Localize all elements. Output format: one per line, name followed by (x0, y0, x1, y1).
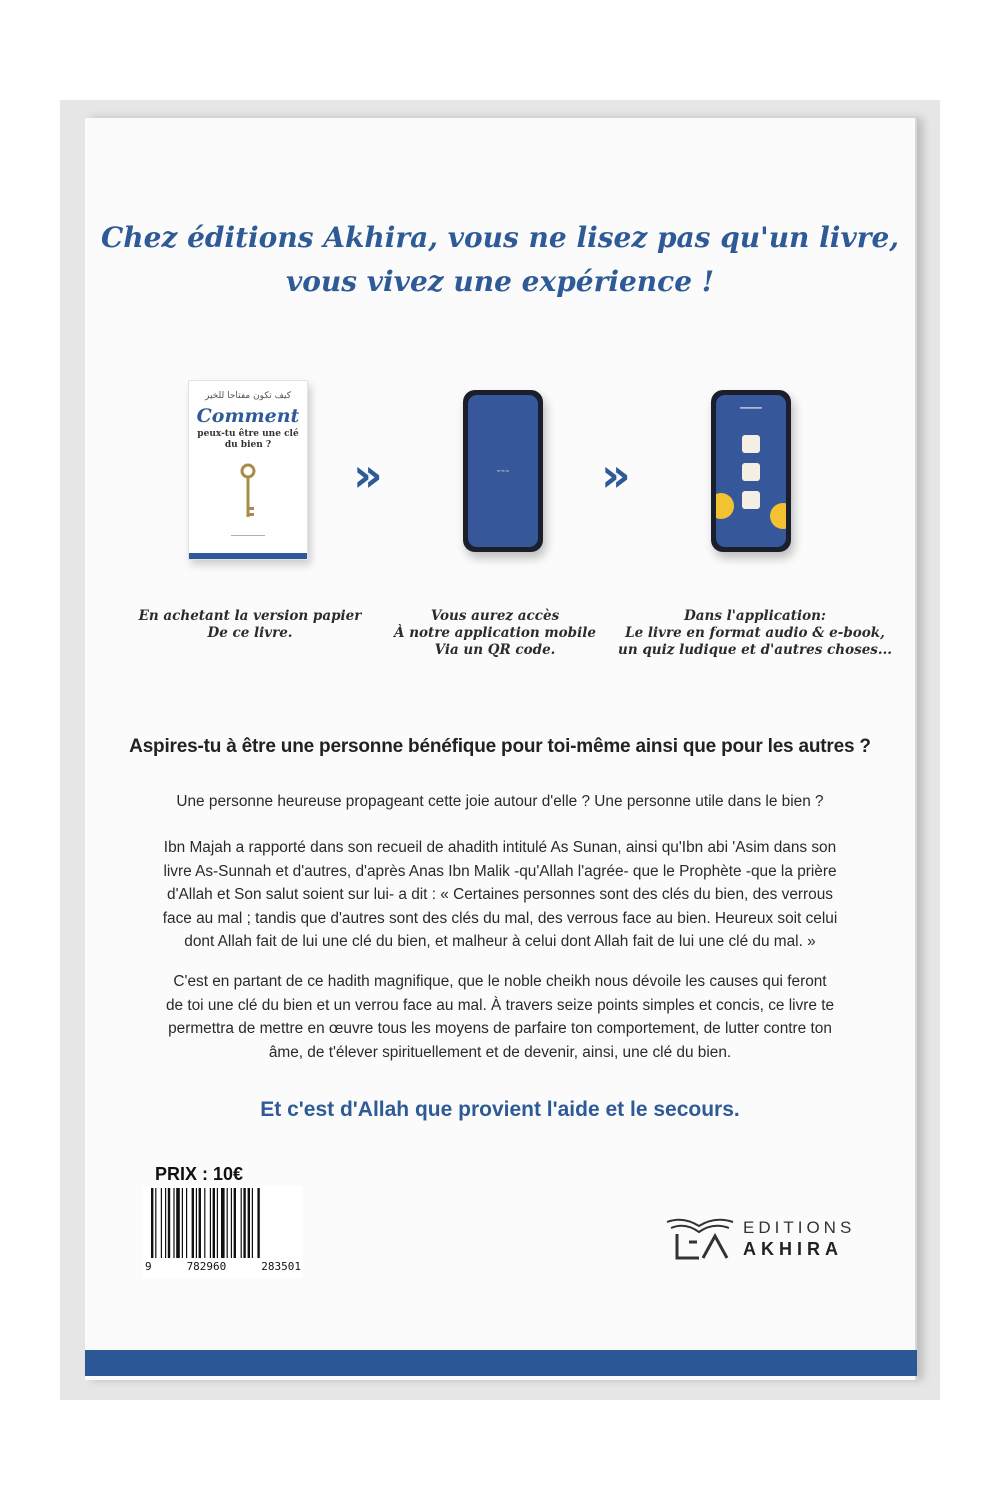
caption-line: En achetant la version papier (138, 608, 362, 624)
phone-screen (716, 395, 786, 547)
phone-screen (468, 395, 538, 547)
caption-line: De ce livre. (207, 625, 293, 641)
chevron-right-icon: » (353, 448, 383, 502)
barcode-bar (213, 1188, 215, 1258)
book-subtitle-line2: du bien ? (224, 440, 272, 450)
barcode-bar (257, 1188, 259, 1258)
app-header: ━━━━━━ (740, 406, 762, 412)
barcode-bar (196, 1188, 197, 1258)
paragraph-line: dont Allah fait de lui une clé du bien, et malheur à celui dont Allah fait de lui une clé du mal. » (184, 933, 816, 950)
barcode-bar (192, 1188, 194, 1258)
barcode-bar (176, 1188, 180, 1258)
caption-line: Vous aurez accès (430, 608, 560, 624)
publisher-line1: EDITIONS (743, 1218, 856, 1237)
headline (85, 216, 915, 304)
barcode-digits-left: 782960 (186, 1260, 227, 1273)
paragraph-line: livre As-Sunnah et d'autres, d'après Anas Ibn Malik -qu'Allah l'agrée- que le Prophète -que la prière (163, 862, 837, 880)
barcode-bar (165, 1188, 166, 1258)
paragraph-line: face au mal ; tandis que d'autres sont des clés du mal, des verrous face au bien. Heureux soit celui (162, 909, 838, 927)
barcode-bar (243, 1188, 245, 1258)
caption-line: un quiz ludique et d'autres choses... (618, 642, 892, 658)
app-splash-logo: ⌁⌁⌁ (496, 468, 510, 475)
app-tile-icon (742, 435, 760, 453)
publisher-book-icon (663, 1214, 739, 1264)
barcode-bar (161, 1188, 162, 1258)
key-icon (239, 463, 257, 523)
caption-line: Dans l'application: (684, 608, 826, 624)
paragraph-line: âme, de t'élever spirituellement et de devenir, ainsi, une clé du bien. (268, 1043, 732, 1061)
barcode-digits (145, 1260, 301, 1273)
barcode-bar (252, 1188, 253, 1258)
paragraph-description (125, 970, 875, 1064)
phone-mockup-splash (463, 390, 543, 552)
decor-blob (716, 493, 734, 519)
book-title-word: Comment (196, 405, 300, 427)
price-label: PRIX : 10€ (155, 1164, 244, 1184)
book-author-line: ──────── (230, 533, 265, 539)
app-tile-icon (742, 463, 760, 481)
barcode-bar (182, 1188, 183, 1258)
paragraph-line: C'est en partant de ce hadith magnifique, que le noble cheikh nous dévoile les causes qui feront (173, 973, 827, 990)
app-tile-icon (742, 491, 760, 509)
question-heading: Aspires-tu à être une personne bénéfique pour toi-même ainsi que pour les autres ? (129, 736, 871, 757)
caption-line: Le livre en format audio & e-book, (625, 625, 885, 641)
step-caption-2 (375, 608, 615, 659)
barcode-bar (199, 1188, 201, 1258)
barcode-digit-lead: 9 (145, 1260, 152, 1273)
paragraph-line: de toi une clé du bien et un verrou face au mal. À travers seize points simples et concis, ce livre te (165, 996, 835, 1014)
barcode-bar (151, 1188, 153, 1258)
headline-line2: vous vivez une expérience ! (285, 265, 715, 298)
step-caption-1 (125, 608, 375, 642)
barcode-bar (186, 1188, 187, 1258)
book-mockup (188, 380, 308, 560)
step-caption-3 (605, 608, 905, 659)
barcode-bar (227, 1188, 228, 1258)
barcode-bar (231, 1188, 232, 1258)
book-back-cover (85, 118, 917, 1380)
cover-bottom-stripe (85, 1350, 917, 1376)
caption-line: Via un QR code. (434, 642, 556, 658)
barcode-bars (149, 1188, 297, 1260)
barcode-bar (248, 1188, 250, 1258)
paragraph-1: Une personne heureuse propageant cette joie autour d'elle ? Une personne utile dans le bien ? (176, 793, 824, 810)
caption-line: À notre application mobile (394, 625, 596, 641)
chevron-right-icon: » (601, 448, 631, 502)
book-subtitle (197, 429, 299, 451)
headline-line1: Chez éditions Akhira, vous ne lisez pas qu'un livre, (100, 221, 900, 254)
barcode-bar (155, 1188, 156, 1258)
phone-mockup-app (711, 390, 791, 552)
book-subtitle-line1: peux-tu être une clé (197, 429, 299, 439)
book-stripe (189, 553, 307, 559)
barcode-bar (217, 1188, 218, 1258)
book-arabic-title: كيف تكون مفتاحا للخير (205, 391, 291, 401)
barcode-bar (210, 1188, 211, 1258)
decor-blob (770, 503, 786, 529)
paragraph-line: permettra de mettre en œuvre tous les moyens de parfaire ton comportement, de lutter contre ton (168, 1020, 832, 1037)
paragraph-hadith (125, 836, 875, 954)
barcode-bar (221, 1188, 225, 1258)
barcode-bar (204, 1188, 205, 1258)
barcode-bar (241, 1188, 242, 1258)
paragraph-line: d'Allah et Son salut soient sur lui- a dit : « Certaines personnes sont des clés du bien, des verrous (167, 886, 833, 903)
barcode (143, 1186, 303, 1278)
barcode-digits-right: 283501 (261, 1260, 301, 1273)
closing-line: Et c'est d'Allah que provient l'aide et le secours. (260, 1098, 740, 1121)
publisher-line2: AKHIRA (743, 1239, 843, 1259)
paragraph-line: Ibn Majah a rapporté dans son recueil de ahadith intitulé As Sunan, ainsi qu'Ibn abi 'Asim dans son (163, 839, 837, 856)
barcode-bar (234, 1188, 236, 1258)
barcode-bar (168, 1188, 170, 1258)
publisher-logo (663, 1214, 856, 1274)
barcode-bar (173, 1188, 174, 1258)
